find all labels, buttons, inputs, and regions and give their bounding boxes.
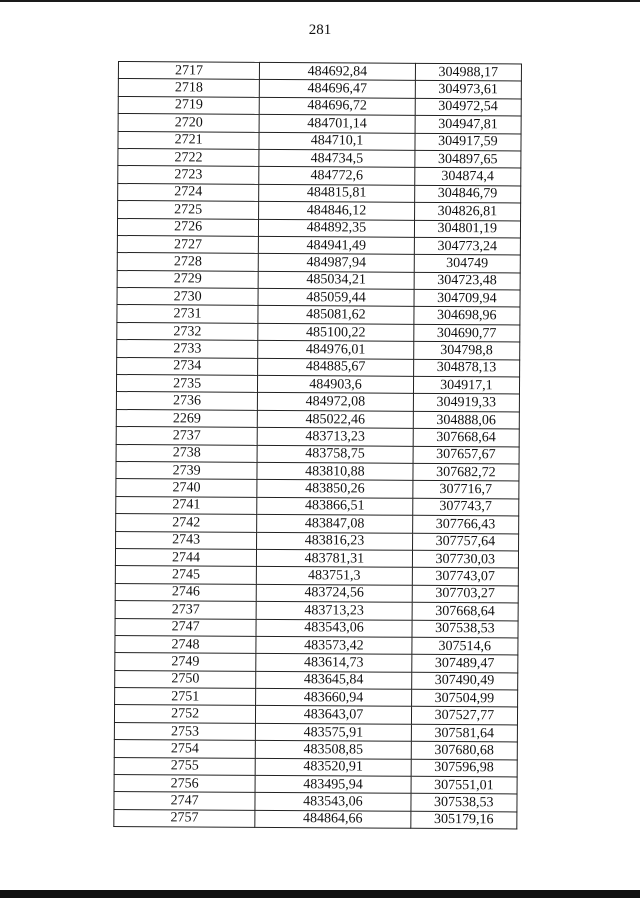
y-coordinate-cell: 307716,7 <box>413 481 519 499</box>
x-coordinate-cell: 484846,12 <box>259 201 415 219</box>
point-number-cell: 2732 <box>117 322 258 340</box>
point-number-cell: 2731 <box>117 305 258 323</box>
x-coordinate-cell: 483724,56 <box>256 584 412 602</box>
y-coordinate-cell: 307668,64 <box>412 602 518 620</box>
x-coordinate-cell: 484701,14 <box>259 115 415 133</box>
y-coordinate-cell: 307489,47 <box>411 655 517 673</box>
y-coordinate-cell: 304826,81 <box>414 202 520 220</box>
y-coordinate-cell: 304878,13 <box>413 359 519 377</box>
x-coordinate-cell: 484734,5 <box>259 149 415 167</box>
point-number-cell: 2722 <box>118 148 259 166</box>
point-number-cell: 2724 <box>118 183 259 201</box>
point-number-cell: 2737 <box>115 601 256 619</box>
point-number-cell: 2720 <box>118 114 259 132</box>
point-number-cell: 2757 <box>114 809 255 827</box>
point-number-cell: 2756 <box>114 775 255 793</box>
y-coordinate-cell: 304947,81 <box>415 115 521 133</box>
y-coordinate-cell: 307668,64 <box>413 429 519 447</box>
y-coordinate-cell: 307538,53 <box>411 794 517 812</box>
y-coordinate-cell: 304690,77 <box>413 324 519 342</box>
y-coordinate-cell: 304874,4 <box>414 168 520 186</box>
x-coordinate-cell: 484972,08 <box>258 393 414 411</box>
point-number-cell: 2747 <box>114 792 255 810</box>
y-coordinate-cell: 304846,79 <box>414 185 520 203</box>
x-coordinate-cell: 484772,6 <box>259 167 415 185</box>
point-number-cell: 2740 <box>116 479 257 497</box>
y-coordinate-cell: 307730,03 <box>412 550 518 568</box>
y-coordinate-cell: 307504,99 <box>411 689 517 707</box>
coordinates-table-body <box>114 62 522 830</box>
x-coordinate-cell: 484696,72 <box>259 97 415 115</box>
y-coordinate-cell: 304798,8 <box>413 342 519 360</box>
x-coordinate-cell: 483614,73 <box>256 654 412 672</box>
point-number-cell: 2725 <box>118 201 259 219</box>
y-coordinate-cell: 304917,1 <box>413 376 519 394</box>
x-coordinate-cell: 483643,07 <box>256 706 412 724</box>
x-coordinate-cell: 483713,23 <box>257 428 413 446</box>
point-number-cell: 2747 <box>115 618 256 636</box>
point-number-cell: 2743 <box>116 531 257 549</box>
point-number-cell: 2733 <box>117 340 258 358</box>
y-coordinate-cell: 305179,16 <box>411 811 517 829</box>
point-number-cell: 2742 <box>116 514 257 532</box>
x-coordinate-cell: 483758,75 <box>257 445 413 463</box>
point-number-cell: 2737 <box>116 427 257 445</box>
point-number-cell: 2753 <box>114 722 255 740</box>
point-number-cell: 2750 <box>115 670 256 688</box>
y-coordinate-cell: 304773,24 <box>414 237 520 255</box>
y-coordinate-cell: 304801,19 <box>414 220 520 238</box>
point-number-cell: 2728 <box>117 253 258 271</box>
point-number-cell: 2754 <box>114 740 255 758</box>
point-number-cell: 2752 <box>114 705 255 723</box>
x-coordinate-cell: 483713,23 <box>256 601 412 619</box>
point-number-cell: 2749 <box>115 653 256 671</box>
y-coordinate-cell: 304917,59 <box>415 133 521 151</box>
y-coordinate-cell: 307743,7 <box>412 498 518 516</box>
y-coordinate-cell: 304888,06 <box>413 411 519 429</box>
point-number-cell: 2734 <box>117 357 258 375</box>
point-number-cell: 2727 <box>117 235 258 253</box>
y-coordinate-cell: 307657,67 <box>413 446 519 464</box>
point-number-cell: 2729 <box>117 270 258 288</box>
x-coordinate-cell: 485081,62 <box>258 306 414 324</box>
x-coordinate-cell: 483645,84 <box>256 671 412 689</box>
y-coordinate-cell: 307514,6 <box>412 637 518 655</box>
y-coordinate-cell: 304919,33 <box>413 394 519 412</box>
y-coordinate-cell: 307551,01 <box>411 776 517 794</box>
y-coordinate-cell: 307581,64 <box>411 724 517 742</box>
x-coordinate-cell: 483781,31 <box>257 549 413 567</box>
point-number-cell: 2721 <box>118 131 259 149</box>
x-coordinate-cell: 484710,1 <box>259 132 415 150</box>
x-coordinate-cell: 483543,06 <box>255 793 411 811</box>
x-coordinate-cell: 483866,51 <box>257 497 413 515</box>
point-number-cell: 2744 <box>115 548 256 566</box>
point-number-cell: 2748 <box>115 635 256 653</box>
point-number-cell: 2726 <box>117 218 258 236</box>
y-coordinate-cell: 307703,27 <box>412 585 518 603</box>
table-row <box>114 809 517 829</box>
point-number-cell: 2739 <box>116 461 257 479</box>
x-coordinate-cell: 483847,08 <box>257 515 413 533</box>
point-number-cell: 2735 <box>116 375 257 393</box>
point-number-cell: 2269 <box>116 409 257 427</box>
point-number-cell: 2751 <box>115 688 256 706</box>
y-coordinate-cell: 307596,98 <box>411 759 517 777</box>
x-coordinate-cell: 483660,94 <box>256 688 412 706</box>
x-coordinate-cell: 483495,94 <box>255 775 411 793</box>
point-number-cell: 2741 <box>116 496 257 514</box>
x-coordinate-cell: 484696,47 <box>260 80 416 98</box>
x-coordinate-cell: 483810,88 <box>257 462 413 480</box>
y-coordinate-cell: 304698,96 <box>414 307 520 325</box>
point-number-cell: 2755 <box>114 757 255 775</box>
x-coordinate-cell: 484892,35 <box>259 219 415 237</box>
y-coordinate-cell: 307766,43 <box>412 515 518 533</box>
point-number-cell: 2717 <box>118 62 259 80</box>
x-coordinate-cell: 484903,6 <box>258 375 414 393</box>
y-coordinate-cell: 307538,53 <box>412 620 518 638</box>
y-coordinate-cell: 307757,64 <box>412 533 518 551</box>
x-coordinate-cell: 483850,26 <box>257 480 413 498</box>
point-number-cell: 2745 <box>115 566 256 584</box>
page-number: 281 <box>308 22 332 38</box>
point-number-cell: 2746 <box>115 583 256 601</box>
x-coordinate-cell: 484815,81 <box>259 184 415 202</box>
y-coordinate-cell: 304709,94 <box>414 289 520 307</box>
point-number-cell: 2730 <box>117 288 258 306</box>
y-coordinate-cell: 304749 <box>414 255 520 273</box>
x-coordinate-cell: 485022,46 <box>257 410 413 428</box>
y-coordinate-cell: 304988,17 <box>415 63 521 81</box>
x-coordinate-cell: 485034,21 <box>258 271 414 289</box>
coordinates-table <box>113 61 522 830</box>
point-number-cell: 2738 <box>116 444 257 462</box>
x-coordinate-cell: 483543,06 <box>256 619 412 637</box>
x-coordinate-cell: 484976,01 <box>258 341 414 359</box>
x-coordinate-cell: 485059,44 <box>258 288 414 306</box>
x-coordinate-cell: 484941,49 <box>259 236 415 254</box>
y-coordinate-cell: 307680,68 <box>411 742 517 760</box>
x-coordinate-cell: 484987,94 <box>258 254 414 272</box>
point-number-cell: 2719 <box>118 96 259 114</box>
x-coordinate-cell: 483573,42 <box>256 636 412 654</box>
scan-edge-bottom <box>0 890 640 898</box>
y-coordinate-cell: 304723,48 <box>414 272 520 290</box>
scan-edge-top <box>0 0 640 2</box>
y-coordinate-cell: 304973,61 <box>415 81 521 99</box>
point-number-cell: 2723 <box>118 166 259 184</box>
x-coordinate-cell: 484885,67 <box>258 358 414 376</box>
y-coordinate-cell: 307527,77 <box>411 707 517 725</box>
x-coordinate-cell: 484864,66 <box>255 810 411 828</box>
y-coordinate-cell: 304972,54 <box>415 98 521 116</box>
point-number-cell: 2736 <box>116 392 257 410</box>
x-coordinate-cell: 483575,91 <box>256 723 412 741</box>
x-coordinate-cell: 485100,22 <box>258 323 414 341</box>
x-coordinate-cell: 483816,23 <box>257 532 413 550</box>
y-coordinate-cell: 307743,07 <box>412 568 518 586</box>
y-coordinate-cell: 307682,72 <box>413 463 519 481</box>
y-coordinate-cell: 304897,65 <box>415 150 521 168</box>
x-coordinate-cell: 483508,85 <box>255 741 411 759</box>
y-coordinate-cell: 307490,49 <box>411 672 517 690</box>
x-coordinate-cell: 483751,3 <box>257 567 413 585</box>
x-coordinate-cell: 483520,91 <box>255 758 411 776</box>
point-number-cell: 2718 <box>118 79 259 97</box>
x-coordinate-cell: 484692,84 <box>260 62 416 80</box>
